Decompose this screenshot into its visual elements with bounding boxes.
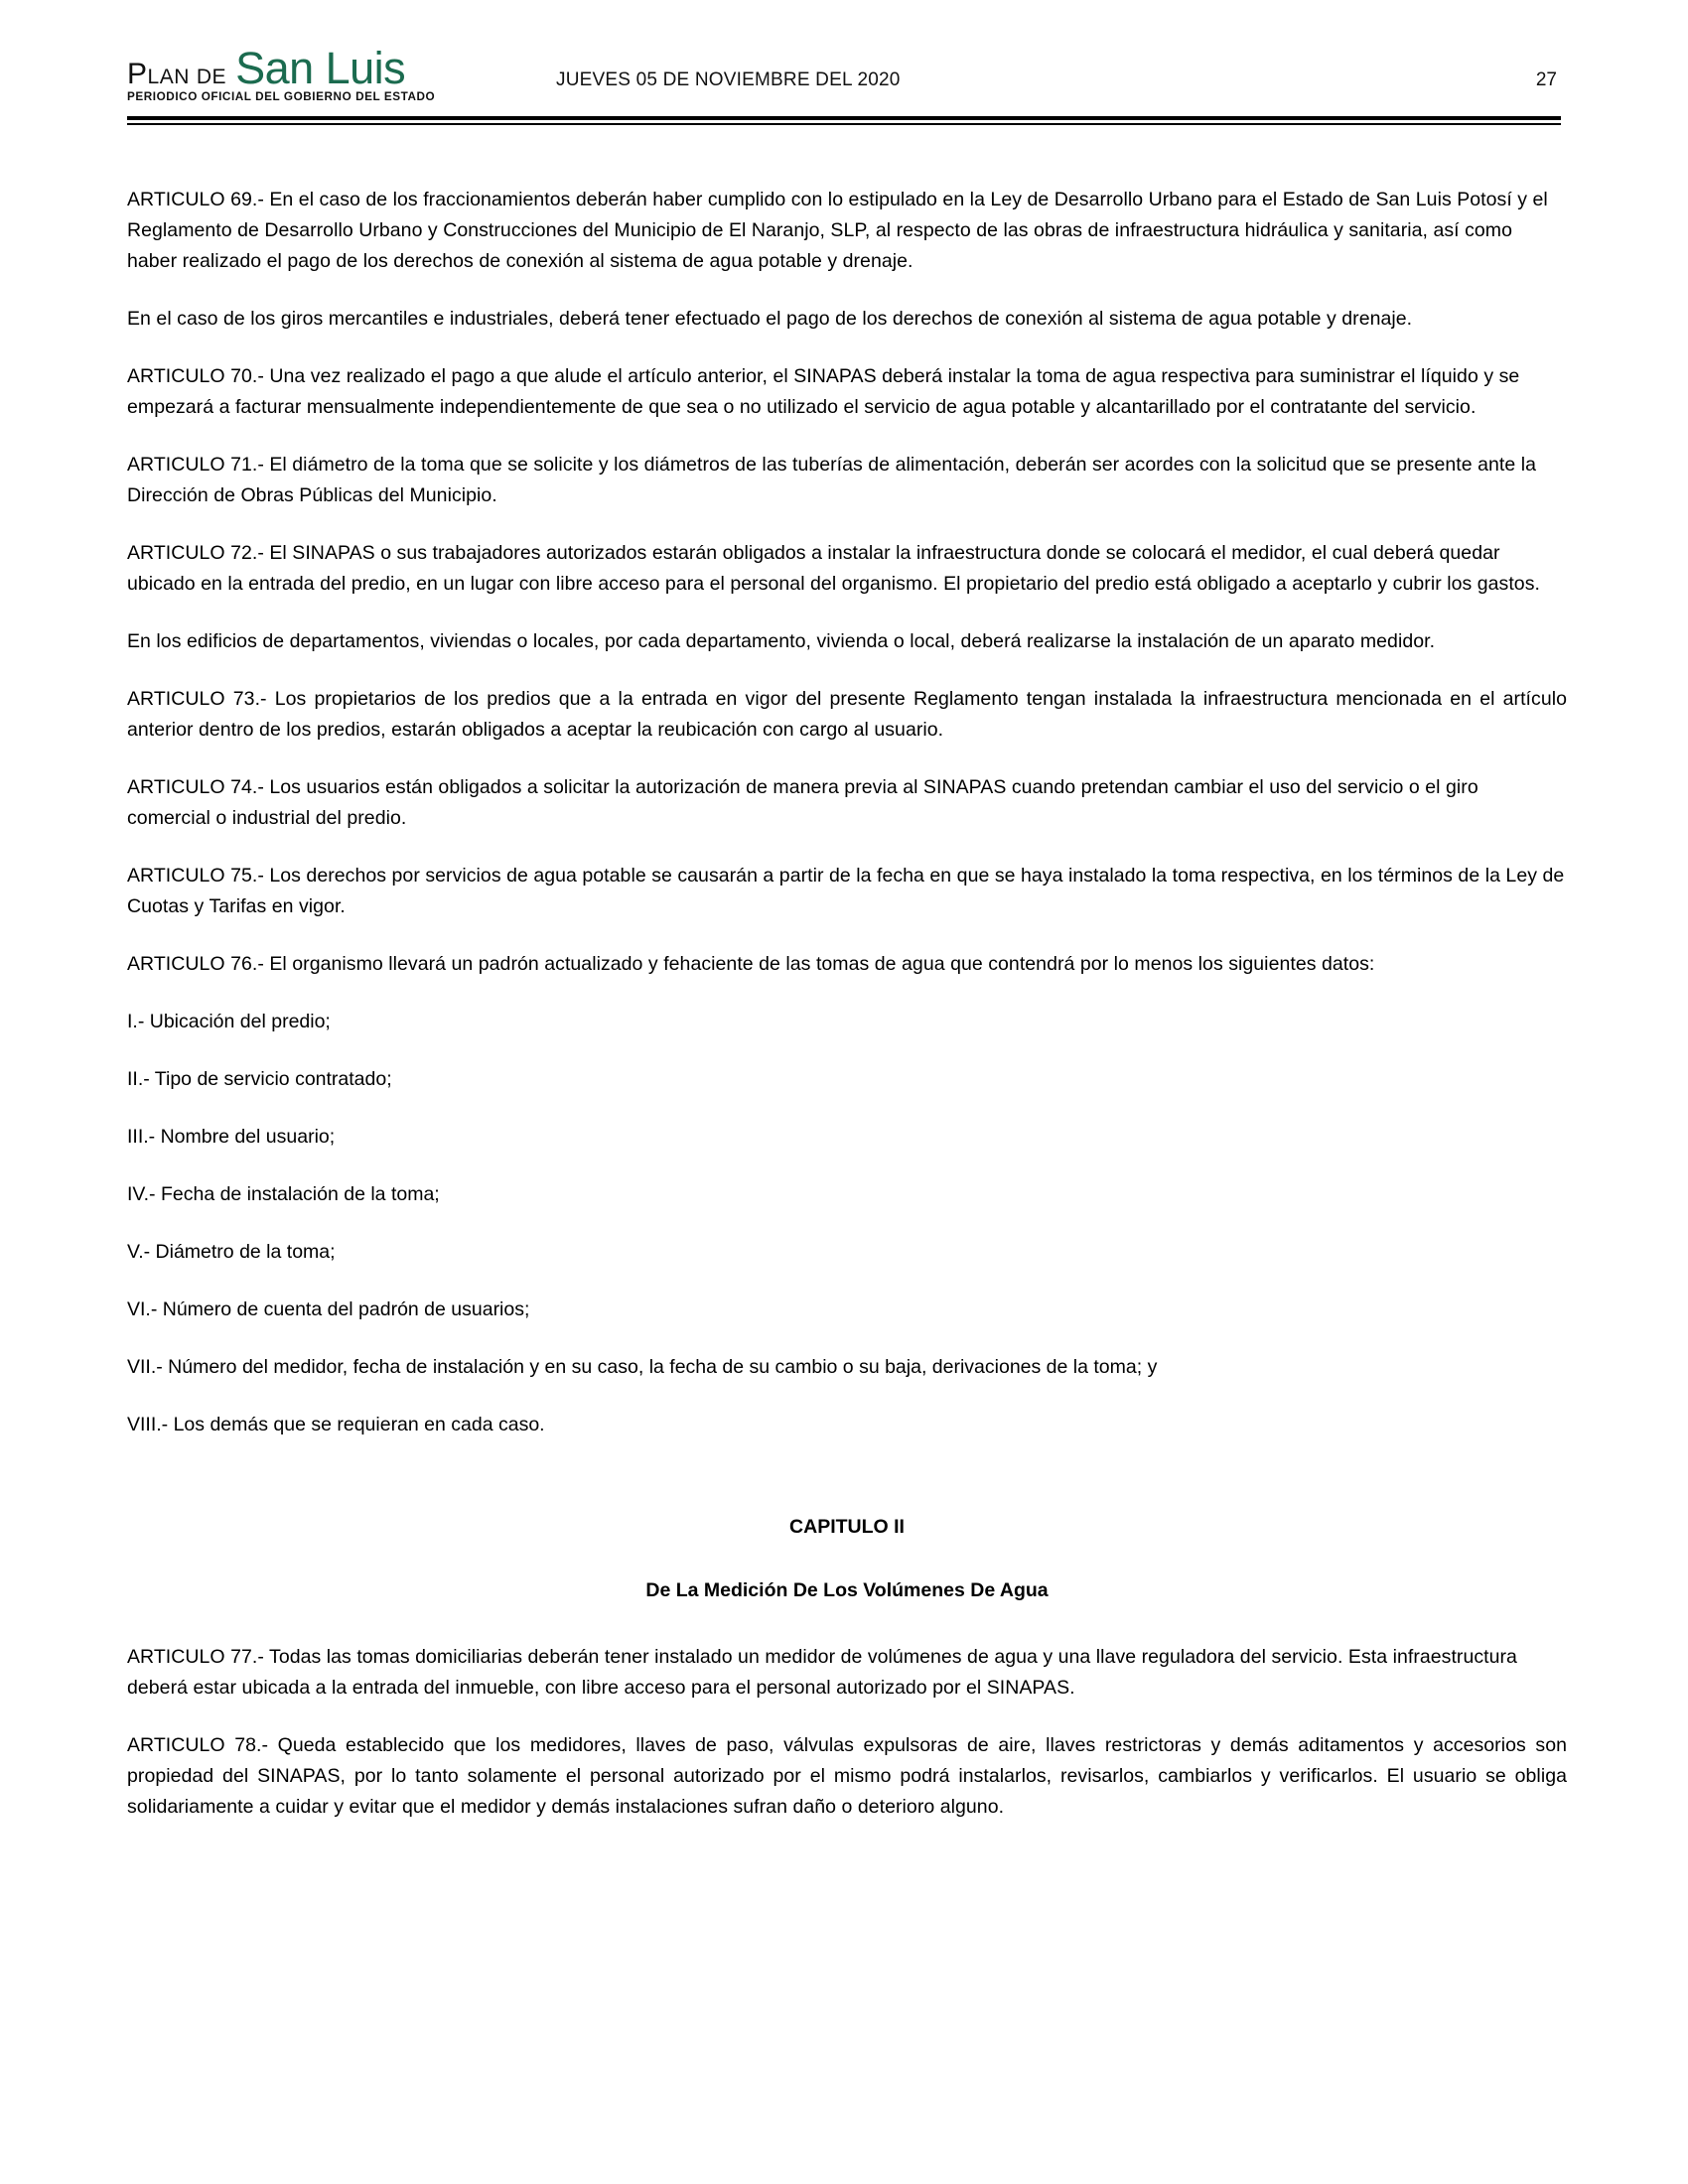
paragraph-articulo-69: ARTICULO 69.- En el caso de los fraccionamientos deberán haber cumplido con lo estipulado en la Ley de Desarrollo Urbano para el Estado de San Luis Potosí y el Reglamento de Desarrollo Urbano y Construcciones del Municipio de El Naranjo, SLP, al respecto de las obras de infraestructura hidráulica y sanitaria, así como haber realizado el pago de los derechos de conexión al sistema de agua potable y drenaje. (127, 189, 1548, 272)
chapter-subtitle: De La Medición De Los Volúmenes De Agua (645, 1579, 1049, 1601)
list-item-v: V.- Diámetro de la toma; (127, 1241, 336, 1263)
list-item-viii: VIII.- Los demás que se requieran en cada caso. (127, 1414, 545, 1435)
paragraph-articulo-77: ARTICULO 77.- Todas las tomas domiciliarias deberán tener instalado un medidor de volúmenes de agua y una llave reguladora del servicio. Esta infraestructura deberá estar ubicada a la entrada del inmueble, con libre acceso para el personal autorizado por el SINAPAS. (127, 1646, 1517, 1699)
paragraph-articulo-71: ARTICULO 71.- El diámetro de la toma que se solicite y los diámetros de las tuberías de alimentación, deberán ser acordes con la solicitud que se presente ante la Dirección de Obras Públicas del Municipio. (127, 454, 1536, 506)
logo-wordmark (127, 43, 477, 93)
list-item-iii: III.- Nombre del usuario; (127, 1126, 336, 1148)
chapter-title: CAPITULO II (789, 1516, 905, 1538)
logo-plan-rest: LAN (147, 66, 190, 88)
paragraph-articulo-72: ARTICULO 72.- El SINAPAS o sus trabajadores autorizados estarán obligados a instalar la infraestructura donde se colocará el medidor, el cual deberá quedar ubicado en la entrada del predio, en un lugar con libre acceso para el personal del organismo. El propietario del predio está obligado a aceptarlo y cubrir los gastos. (127, 542, 1540, 595)
list-item-vi: VI.- Número de cuenta del padrón de usuarios; (127, 1298, 530, 1320)
page-header (0, 0, 1688, 109)
header-rules (0, 116, 1688, 125)
header-rule-thick (127, 116, 1561, 120)
paragraph-articulo-74: ARTICULO 74.- Los usuarios están obligados a solicitar la autorización de manera previa al SINAPAS cuando pretendan cambiar el uso del servicio o el giro comercial o industrial del predio. (127, 776, 1478, 829)
logo-plan-text (127, 60, 190, 89)
paragraph-edificios-departamentos: En los edificios de departamentos, viviendas o locales, por cada departamento, vivienda o local, deberá realizarse la instalación de un aparato medidor. (127, 630, 1436, 652)
paragraph-articulo-73: ARTICULO 73.- Los propietarios de los predios que a la entrada en vigor del presente Reglamento tengan instalada la infraestructura mencionada en el artículo anterior dentro de los predios, estarán obligados a aceptar la reubicación con cargo al usuario. (127, 688, 1567, 741)
paragraph-articulo-78: ARTICULO 78.- Queda establecido que los medidores, llaves de paso, válvulas expulsoras de aire, llaves restrictoras y demás aditamentos y accesorios son propiedad del SINAPAS, por lo tanto solamente el personal autorizado por el mismo podrá instalarlos, revisarlos, cambiarlos y verificarlos. El usuario se obliga solidariamente a cuidar y evitar que el medidor y demás instalaciones sufran daño o deterioro alguno. (127, 1734, 1567, 1818)
logo-plan-initial: P (127, 58, 148, 90)
publication-logo (127, 43, 477, 109)
page-number: 27 (1535, 69, 1557, 90)
paragraph-articulo-70: ARTICULO 70.- Una vez realizado el pago a que alude el artículo anterior, el SINAPAS deberá instalar la toma de agua respectiva para suministrar el líquido y se empezará a facturar mensualmente independientemente de que sea o no utilizado el servicio de agua potable y alcantarillado por el contratante del servicio. (127, 365, 1520, 418)
header-date: JUEVES 05 DE NOVIEMBRE DEL 2020 (556, 69, 901, 90)
list-item-vii: VII.- Número del medidor, fecha de instalación y en su caso, la fecha de su cambio o su baja, derivaciones de la toma; y (127, 1356, 1158, 1378)
paragraph-articulo-76: ARTICULO 76.- El organismo llevará un padrón actualizado y fehaciente de las tomas de agua que contendrá por lo menos los siguientes datos: (127, 953, 1375, 975)
document-body (0, 185, 1688, 1823)
paragraph-giros-mercantiles: En el caso de los giros mercantiles e industriales, deberá tener efectuado el pago de los derechos de conexión al sistema de agua potable y drenaje. (127, 308, 1413, 330)
logo-de-text: DE (196, 66, 227, 88)
paragraph-articulo-75: ARTICULO 75.- Los derechos por servicios de agua potable se causarán a partir de la fecha en que se haya instalado la toma respectiva, en los términos de la Ley de Cuotas y Tarifas en vigor. (127, 865, 1565, 917)
logo-subtitle: PERIODICO OFICIAL DEL GOBIERNO DEL ESTADO (127, 91, 436, 103)
list-item-iv: IV.- Fecha de instalación de la toma; (127, 1183, 440, 1205)
list-item-ii: II.- Tipo de servicio contratado; (127, 1068, 392, 1090)
list-item-i: I.- Ubicación del predio; (127, 1011, 331, 1032)
logo-san-luis-text: San Luis (235, 43, 406, 93)
header-rule-thin (127, 123, 1561, 125)
